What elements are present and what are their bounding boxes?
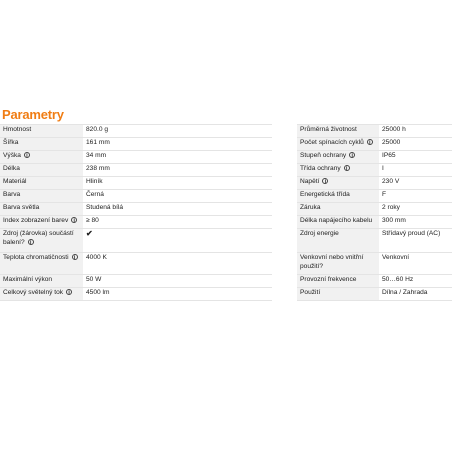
spec-value (379, 190, 452, 203)
spec-value (379, 216, 452, 229)
spec-label (0, 151, 83, 164)
spec-row (297, 203, 452, 216)
spec-label (0, 253, 83, 275)
spec-row (297, 125, 452, 138)
spec-label-text: Energetická třída (300, 191, 350, 198)
spec-row (297, 216, 452, 229)
spec-label (297, 253, 379, 275)
spec-value (379, 229, 452, 253)
spec-row (0, 190, 272, 203)
spec-label (0, 288, 83, 301)
spec-value-text: 25000 (382, 139, 401, 146)
spec-label-text: Šířka (3, 139, 19, 146)
spec-label (0, 203, 83, 216)
info-icon[interactable]: i (66, 289, 72, 295)
spec-value-text: 50…60 Hz (382, 276, 414, 283)
spec-label (0, 190, 83, 203)
spec-label-text: Stupeň ochrany (300, 152, 347, 159)
spec-row (0, 216, 272, 229)
spec-value (379, 288, 452, 301)
spec-value (379, 125, 452, 138)
spec-row (297, 275, 452, 288)
spec-label-text: Délka napájecího kabelu (300, 217, 373, 224)
spec-label (297, 190, 379, 203)
spec-row (297, 190, 452, 203)
spec-row (297, 151, 452, 164)
info-icon[interactable]: i (349, 152, 355, 158)
spec-row (0, 177, 272, 190)
check-icon: ✔ (86, 229, 93, 238)
spec-row (0, 229, 272, 253)
spec-value (83, 288, 272, 301)
spec-label-text: Zdroj (žárovka) součástí balení? (3, 230, 74, 246)
spec-row (0, 151, 272, 164)
spec-value (83, 203, 272, 216)
spec-label (297, 288, 379, 301)
spec-value (83, 125, 272, 138)
spec-value-text: 25000 h (382, 126, 406, 133)
spec-label (0, 177, 83, 190)
spec-label-text: Hmotnost (3, 126, 32, 133)
spec-label-text: Průměrná životnost (300, 126, 357, 133)
spec-label-text: Napětí (300, 178, 320, 185)
spec-label-text: Počet spínacích cyklů (300, 139, 364, 146)
spec-value-text: 34 mm (86, 152, 107, 159)
spec-label-text: Materiál (3, 178, 27, 185)
spec-value (83, 164, 272, 177)
spec-label (0, 275, 83, 288)
spec-value-text: 230 V (382, 178, 400, 185)
spec-value-text: 238 mm (86, 165, 110, 172)
spec-row (297, 229, 452, 253)
spec-value-text: 50 W (86, 276, 102, 283)
spec-label-text: Zdroj energie (300, 230, 339, 237)
spec-row (297, 288, 452, 301)
spec-value-text: 4500 lm (86, 289, 110, 296)
spec-value-text: 2 roky (382, 204, 400, 211)
spec-label-text: Třída ochrany (300, 165, 341, 172)
spec-label-text: Celkový světelný tok (3, 289, 64, 296)
spec-label (297, 177, 379, 190)
spec-value (83, 229, 272, 253)
spec-row (0, 253, 272, 275)
spec-value-text: 4000 K (86, 254, 107, 261)
info-icon[interactable]: i (367, 139, 373, 145)
info-icon[interactable]: i (24, 152, 30, 158)
spec-value (83, 190, 272, 203)
spec-label-text: Barva světla (3, 204, 40, 211)
spec-value-text: Černá (86, 191, 104, 198)
spec-value (83, 151, 272, 164)
spec-value (379, 164, 452, 177)
info-icon[interactable]: i (344, 165, 350, 171)
spec-value (379, 203, 452, 216)
spec-row (297, 138, 452, 151)
spec-label (297, 216, 379, 229)
spec-label-text: Provozní frekvence (300, 276, 357, 283)
spec-label-text: Teplota chromatičnosti (3, 254, 69, 261)
spec-value (379, 138, 452, 151)
spec-row (0, 164, 272, 177)
spec-label (0, 164, 83, 177)
spec-row (0, 275, 272, 288)
spec-label-text: Použití (300, 289, 321, 296)
info-icon[interactable]: i (28, 239, 34, 245)
spec-label (0, 229, 83, 253)
spec-value-text: Střídavý proud (AC) (382, 230, 441, 237)
spec-value (379, 253, 452, 275)
spec-value-text: 300 mm (382, 217, 406, 224)
spec-row (297, 177, 452, 190)
parameters-table-right (297, 124, 452, 301)
spec-label (297, 164, 379, 177)
info-icon[interactable]: i (322, 178, 328, 184)
spec-label (297, 125, 379, 138)
spec-label-text: Index zobrazení barev (3, 217, 69, 224)
spec-row (0, 288, 272, 301)
spec-value-text: 820.0 g (86, 126, 108, 133)
spec-value-text: Venkovní (382, 254, 410, 261)
spec-row (0, 138, 272, 151)
spec-row (297, 164, 452, 177)
info-icon[interactable]: i (71, 217, 77, 223)
spec-value (83, 138, 272, 151)
info-icon[interactable]: i (72, 254, 78, 260)
spec-row (0, 203, 272, 216)
spec-value-text: ≥ 80 (86, 217, 99, 224)
spec-value (83, 275, 272, 288)
spec-label-text: Maximální výkon (3, 276, 53, 283)
spec-label (297, 138, 379, 151)
spec-label (297, 203, 379, 216)
spec-value (83, 216, 272, 229)
spec-value-text: 161 mm (86, 139, 110, 146)
spec-label (0, 125, 83, 138)
spec-value (379, 177, 452, 190)
parameters-table-left (0, 124, 272, 301)
spec-label-text: Barva (3, 191, 21, 198)
spec-row (0, 125, 272, 138)
spec-label (297, 275, 379, 288)
spec-label-text: Délka (3, 165, 20, 172)
spec-value-text: IP65 (382, 152, 396, 159)
spec-value (379, 275, 452, 288)
spec-value-text: Hliník (86, 178, 103, 185)
spec-label-text: Výška (3, 152, 21, 159)
page-title: Parametry (2, 107, 64, 122)
spec-value-text: I (382, 165, 384, 172)
spec-value (379, 151, 452, 164)
spec-label (0, 138, 83, 151)
spec-label (297, 229, 379, 253)
spec-label (0, 216, 83, 229)
spec-label-text: Záruka (300, 204, 321, 211)
spec-label (297, 151, 379, 164)
spec-label-text: Venkovní nebo vnitřní použití? (300, 254, 364, 270)
spec-value-text: Studená bílá (86, 204, 124, 211)
spec-value (83, 253, 272, 275)
spec-row (297, 253, 452, 275)
spec-value (83, 177, 272, 190)
spec-value-text: F (382, 191, 387, 198)
spec-value-text: Dílna / Zahrada (382, 289, 428, 296)
